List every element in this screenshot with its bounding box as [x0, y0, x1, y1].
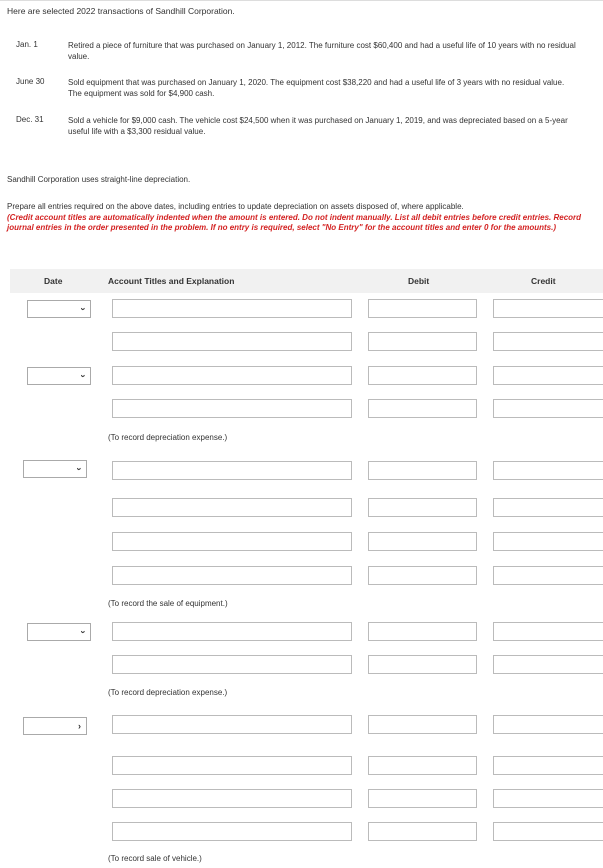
transaction-text: Retired a piece of furniture that was purchased on January 1, 2012. The furniture cost $60,400 and had a useful life of 10 years with no residual value. [68, 41, 576, 61]
debit-column-header: Debit [408, 276, 430, 286]
credit-input[interactable] [493, 366, 603, 385]
account-title-input[interactable] [112, 399, 352, 418]
credit-input[interactable] [493, 299, 603, 318]
chevron-right-icon: › [78, 721, 81, 731]
account-title-input[interactable] [112, 332, 352, 351]
entry-memo: (To record sale of vehicle.) [108, 854, 202, 863]
chevron-down-icon: › [78, 307, 89, 311]
credit-input[interactable] [493, 532, 603, 551]
credit-input[interactable] [493, 461, 603, 480]
date-column-header: Date [44, 276, 63, 286]
account-title-input[interactable] [112, 532, 352, 551]
account-title-input[interactable] [112, 756, 352, 775]
account-title-input[interactable] [112, 498, 352, 517]
credit-input[interactable] [493, 399, 603, 418]
debit-input[interactable] [368, 498, 477, 517]
date-select[interactable] [27, 623, 91, 641]
credit-column-header: Credit [531, 276, 556, 286]
account-title-input[interactable] [112, 299, 352, 318]
instructions-warning: (Credit account titles are automatically indented when the amount is entered. Do not indent manually. List all debit entries before credit entries. Record journal entries in the order presented in the problem. If no entry is required, select "No Entry" for the account titles and enter 0 for the amounts.) [7, 212, 582, 232]
account-title-input[interactable] [112, 789, 352, 808]
debit-input[interactable] [368, 566, 477, 585]
date-select[interactable] [23, 460, 87, 478]
credit-input[interactable] [493, 789, 603, 808]
account-title-input[interactable] [112, 715, 352, 734]
account-title-input[interactable] [112, 366, 352, 385]
debit-input[interactable] [368, 332, 477, 351]
date-select[interactable] [27, 367, 91, 385]
chevron-down-icon: › [78, 630, 89, 634]
account-title-input[interactable] [112, 461, 352, 480]
account-column-header: Account Titles and Explanation [108, 276, 235, 286]
debit-input[interactable] [368, 715, 477, 734]
entry-memo: (To record depreciation expense.) [108, 433, 228, 442]
top-divider [0, 0, 603, 1]
entry-memo: (To record depreciation expense.) [108, 688, 228, 697]
debit-input[interactable] [368, 655, 477, 674]
debit-input[interactable] [368, 299, 477, 318]
debit-input[interactable] [368, 822, 477, 841]
account-title-input[interactable] [112, 822, 352, 841]
date-select[interactable] [23, 717, 87, 735]
depreciation-method-note: Sandhill Corporation uses straight-line depreciation. [7, 175, 191, 184]
instructions-main: Prepare all entries required on the above dates, including entries to update depreciation on assets disposed of, where applicable. [7, 202, 464, 211]
chevron-down-icon: › [78, 374, 89, 378]
credit-input[interactable] [493, 498, 603, 517]
account-title-input[interactable] [112, 566, 352, 585]
chevron-down-icon: › [74, 467, 85, 471]
journal-table-header [10, 269, 603, 293]
debit-input[interactable] [368, 789, 477, 808]
debit-input[interactable] [368, 622, 477, 641]
credit-input[interactable] [493, 756, 603, 775]
transaction-text: Sold a vehicle for $9,000 cash. The vehicle cost $24,500 when it was purchased on January 1, 2019, and was depreciated based on a 5-year useful life with a $3,300 residual value. [68, 116, 568, 136]
account-title-input[interactable] [112, 622, 352, 641]
intro-text: Here are selected 2022 transactions of Sandhill Corporation. [7, 6, 235, 16]
credit-input[interactable] [493, 332, 603, 351]
credit-input[interactable] [493, 566, 603, 585]
entry-memo: (To record the sale of equipment.) [108, 599, 228, 608]
debit-input[interactable] [368, 461, 477, 480]
date-select[interactable] [27, 300, 91, 318]
debit-input[interactable] [368, 756, 477, 775]
credit-input[interactable] [493, 822, 603, 841]
debit-input[interactable] [368, 532, 477, 551]
credit-input[interactable] [493, 655, 603, 674]
transaction-date: Dec. 31 [16, 115, 44, 124]
transaction-text: Sold equipment that was purchased on January 1, 2020. The equipment cost $38,220 and had a useful life of 3 years with no residual value. The equipment was sold for $4,900 cash. [68, 78, 565, 98]
instructions [7, 202, 597, 234]
credit-input[interactable] [493, 622, 603, 641]
credit-input[interactable] [493, 715, 603, 734]
debit-input[interactable] [368, 366, 477, 385]
transaction-date: June 30 [16, 77, 45, 86]
debit-input[interactable] [368, 399, 477, 418]
account-title-input[interactable] [112, 655, 352, 674]
transaction-date: Jan. 1 [16, 40, 38, 49]
